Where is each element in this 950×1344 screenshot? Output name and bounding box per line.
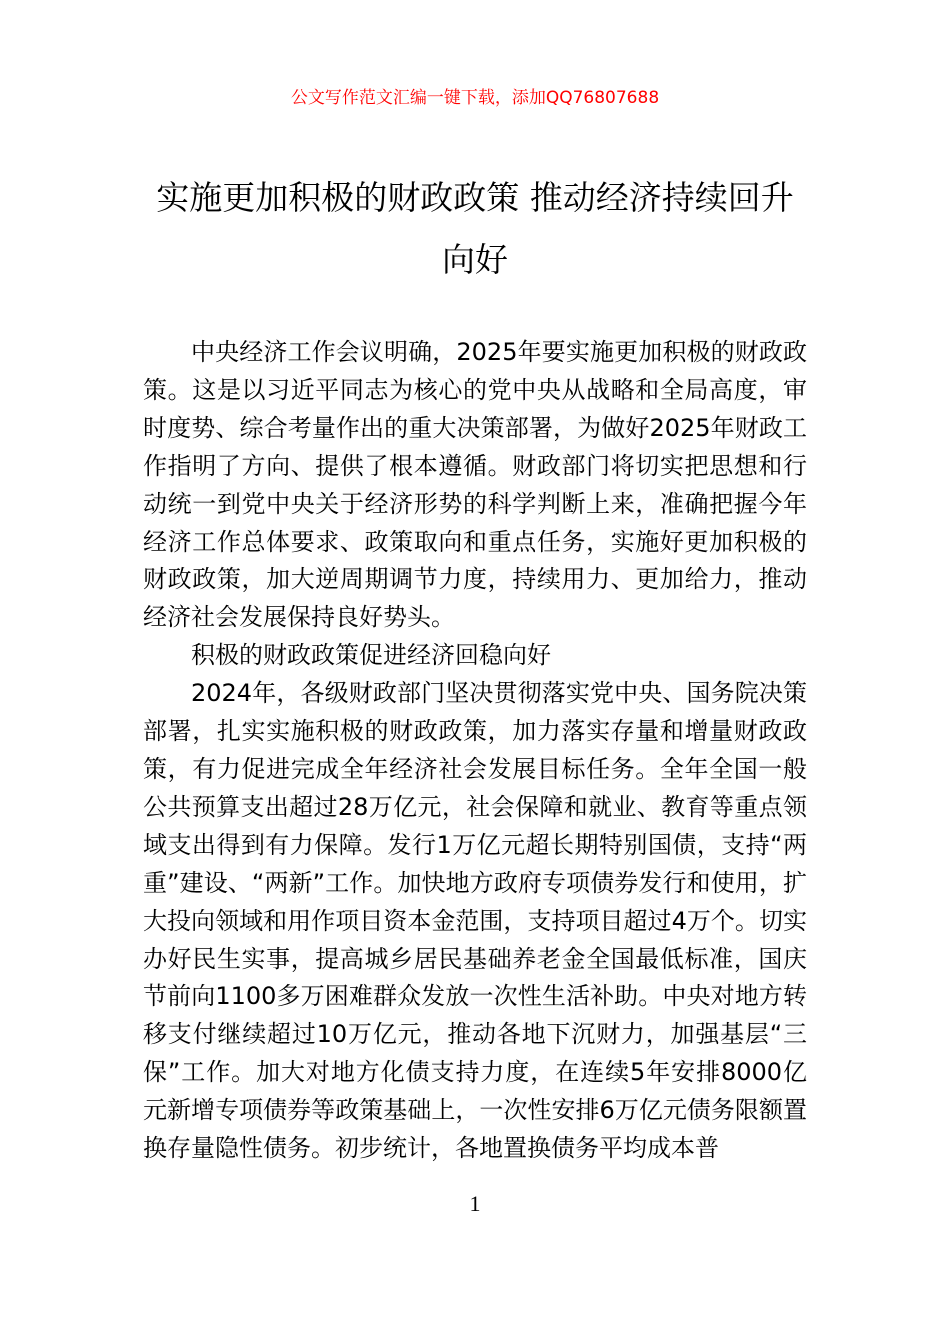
page-number: 1 [469,1191,481,1216]
section-heading: 积极的财政政策促进经济回稳向好 [191,641,551,670]
document-body [143,334,807,1168]
document-title: 实施更加积极的财政政策 推动经济持续回升向好 [156,178,794,279]
header-banner: 公文写作范文汇编一键下载，添加QQ76807688 [290,88,660,108]
paragraph-2024-review: 2024年，各级财政部门坚决贯彻落实党中央、国务院决策部署，扎实实施积极的财政政策，加力落实存量和增量财政政策，有力促进完成全年经济社会发展目标任务。全年全国一般公共预算支出超过28万亿元，社会保障和就业、教育等重点领域支出得到有力保障。发行1万亿元超长期特别国债，支持“两重”建设、“两新”工作。加快地方政府专项债券发行和使用，扩大投向领域和用作项目资本金范围，支持项目超过4万个。切实办好民生实事，提高城乡居民基础养老金全国最低标准，国庆节前向1100多万困难群众发放一次性生活补助。中央对地方转移支付继续超过10万亿元，推动各地下沉财力，加强基层“三保”工作。加大对地方化债支持力度，在连续5年安排8000亿元新增专项债券等政策基础上，一次性安排6万亿元债务限额置换存量隐性债务。初步统计，各地置换债务平均成本普 [143,679,807,1163]
paragraph-intro: 中央经济工作会议明确，2025年要实施更加积极的财政政策。这是以习近平同志为核心的党中央从战略和全局高度，审时度势、综合考量作出的重大决策部署，为做好2025年财政工作指明了方向、提供了根本遵循。财政部门将切实把思想和行动统一到党中央关于经济形势的科学判断上来，准确把握今年经济工作总体要求、政策取向和重点任务，实施好更加积极的财政政策，加大逆周期调节力度，持续用力、更加给力，推动经济社会发展保持良好势头。 [143,338,807,632]
